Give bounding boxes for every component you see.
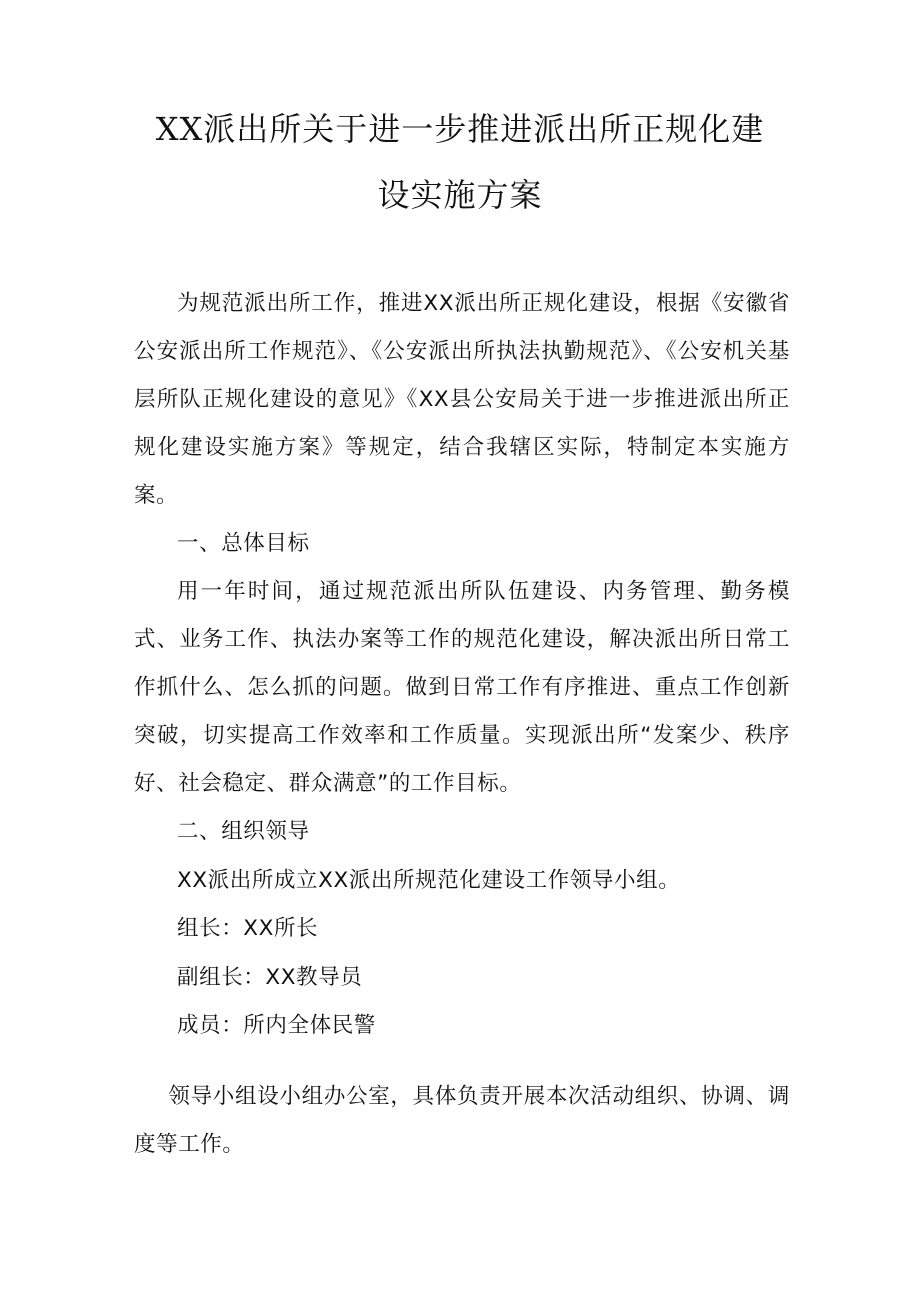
document-title bbox=[110, 96, 810, 228]
title-line-1: XX派出所关于进一步推进派出所正规化建 bbox=[155, 110, 765, 148]
section-heading-goal: 一、总体目标 bbox=[177, 531, 310, 556]
section-heading-organization: 二、组织领导 bbox=[177, 819, 310, 844]
deputy-leader-line: 副组长：XX教导员 bbox=[177, 965, 363, 990]
title-line-2: 设实施方案 bbox=[377, 176, 543, 214]
organization-paragraph: XX派出所成立XX派出所规范化建设工作领导小组。 bbox=[177, 868, 681, 893]
members-line: 成员：所内全体民警 bbox=[177, 1013, 376, 1038]
office-paragraph: 领导小组设小组办公室，具体负责开展本次活动组织、协调、调度等工作。 bbox=[134, 1084, 790, 1157]
goal-paragraph: 用一年时间，通过规范派出所队伍建设、内务管理、勤务模式、业务工作、执法办案等工作的规范化建设，解决派出所日常工作抓什么、怎么抓的问题。做到日常工作有序推进、重点工作创新突破，切实提高工作效率和工作质量。实现派出所“发案少、秩序好、社会稳定、群众满意”的工作目标。 bbox=[134, 579, 790, 796]
leader-line: 组长：XX所长 bbox=[177, 916, 319, 941]
intro-paragraph: 为规范派出所工作，推进XX派出所正规化建设，根据《安徽省公安派出所工作规范》、《公安派出所执法执勤规范》、《公安机关基层所队正规化建设的意见》《XX县公安局关于进一步推进派出所正规化建设实施方案》等规定，结合我辖区实际，特制定本实施方案。 bbox=[134, 291, 790, 508]
